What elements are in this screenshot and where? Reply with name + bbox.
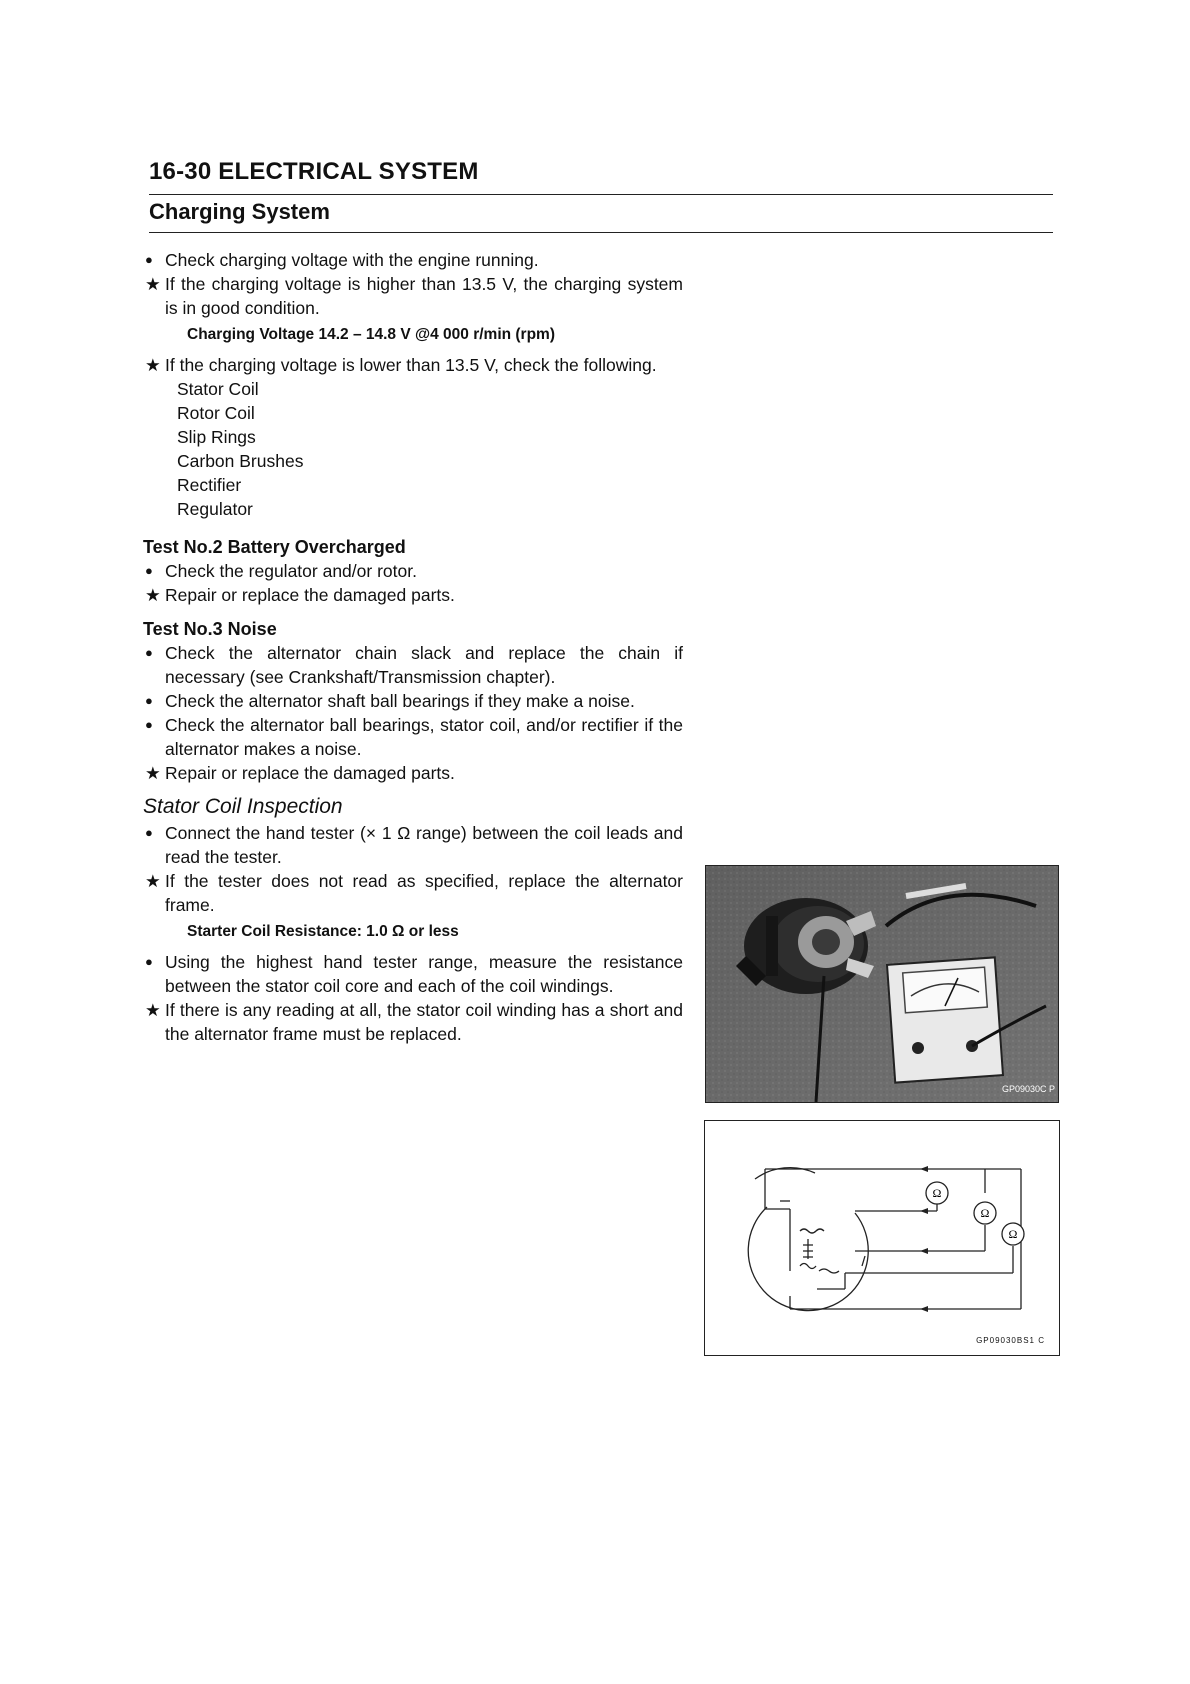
photo-illustration	[706, 866, 1058, 1102]
bullet-test3-check2	[143, 689, 683, 713]
bullet-stator-connect	[143, 821, 683, 869]
test3-check1-text: Check the alternator chain slack and replace the chain if necessary (see Crankshaft/Transmission chapter).	[165, 643, 683, 687]
ohm-symbol-2: Ω	[980, 1206, 990, 1220]
bullet-test3-check3	[143, 713, 683, 761]
diagram-illustration	[705, 1121, 1059, 1355]
ohm-symbol-3: Ω	[1008, 1227, 1018, 1241]
stator-short-text: If there is any reading at all, the stator coil winding has a short and the alternator frame must be replaced.	[165, 1000, 683, 1044]
star-icon: ★	[145, 585, 161, 605]
test3-check2-text: Check the alternator shaft ball bearings if they make a noise.	[165, 691, 635, 711]
main-text-column	[143, 248, 683, 1046]
stator-inspection-title: Stator Coil Inspection	[143, 795, 343, 818]
alternator-tester-photo	[705, 865, 1059, 1103]
star-stator-if	[143, 869, 683, 917]
star-test3-repair	[143, 761, 683, 785]
star-icon: ★	[145, 274, 161, 294]
list-item: Slip Rings	[177, 427, 256, 447]
check-voltage-text: Check charging voltage with the engine running.	[165, 250, 539, 270]
star-icon: ★	[145, 871, 161, 891]
bullet-test2-check	[143, 559, 683, 583]
parts-list	[143, 377, 683, 521]
star-icon: ★	[145, 1000, 161, 1020]
stator-if-text: If the tester does not read as specified, replace the alternator frame.	[165, 871, 683, 915]
test2-repair-text: Repair or replace the damaged parts.	[165, 585, 455, 605]
bullet-test3-check1	[143, 641, 683, 689]
section-rule	[149, 232, 1053, 233]
if-higher-text: If the charging voltage is higher than 13.5 V, the charging system is in good condition.	[165, 274, 683, 318]
star-icon: ★	[145, 763, 161, 783]
list-item: Carbon Brushes	[177, 451, 304, 471]
ohm-meters	[926, 1182, 1024, 1245]
stator-using-text: Using the highest hand tester range, measure the resistance between the stator coil core and each of the coil windings.	[165, 952, 683, 996]
stator-coil-diagram	[704, 1120, 1060, 1356]
star-icon: ★	[145, 355, 161, 375]
list-item: Rotor Coil	[177, 403, 255, 423]
test3-check3-text: Check the alternator ball bearings, stator coil, and/or rectifier if the alternator makes a noise.	[165, 715, 683, 759]
list-item: Regulator	[177, 499, 253, 519]
header-rule	[149, 194, 1053, 195]
bullet-stator-using	[143, 950, 683, 998]
stator-resistance-spec: Starter Coil Resistance: 1.0 Ω or less	[187, 923, 459, 940]
bullet-check-voltage	[143, 248, 683, 272]
test2-check-text: Check the regulator and/or rotor.	[165, 561, 417, 581]
test3-repair-text: Repair or replace the damaged parts.	[165, 763, 455, 783]
list-item: Rectifier	[177, 475, 242, 495]
test3-title: Test No.3 Noise	[143, 619, 277, 639]
test2-title: Test No.2 Battery Overcharged	[143, 537, 406, 557]
star-if-lower	[143, 353, 683, 377]
star-if-higher	[143, 272, 683, 320]
diagram-code: GP09030BS1 C	[976, 1336, 1045, 1345]
star-test2-repair	[143, 583, 683, 607]
photo-code: GP09030C P	[1002, 1084, 1056, 1094]
stator-connect-text: Connect the hand tester (× 1 Ω range) between the coil leads and read the tester.	[165, 823, 683, 867]
list-item: Stator Coil	[177, 379, 259, 399]
section-title: Charging System	[149, 199, 330, 224]
page-title: 16-30 ELECTRICAL SYSTEM	[149, 158, 479, 185]
star-stator-short	[143, 998, 683, 1046]
ohm-symbol-1: Ω	[932, 1186, 942, 1200]
charging-voltage-spec: Charging Voltage 14.2 – 14.8 V @4 000 r/min (rpm)	[187, 326, 556, 343]
if-lower-text: If the charging voltage is lower than 13.5 V, check the following.	[165, 355, 657, 375]
